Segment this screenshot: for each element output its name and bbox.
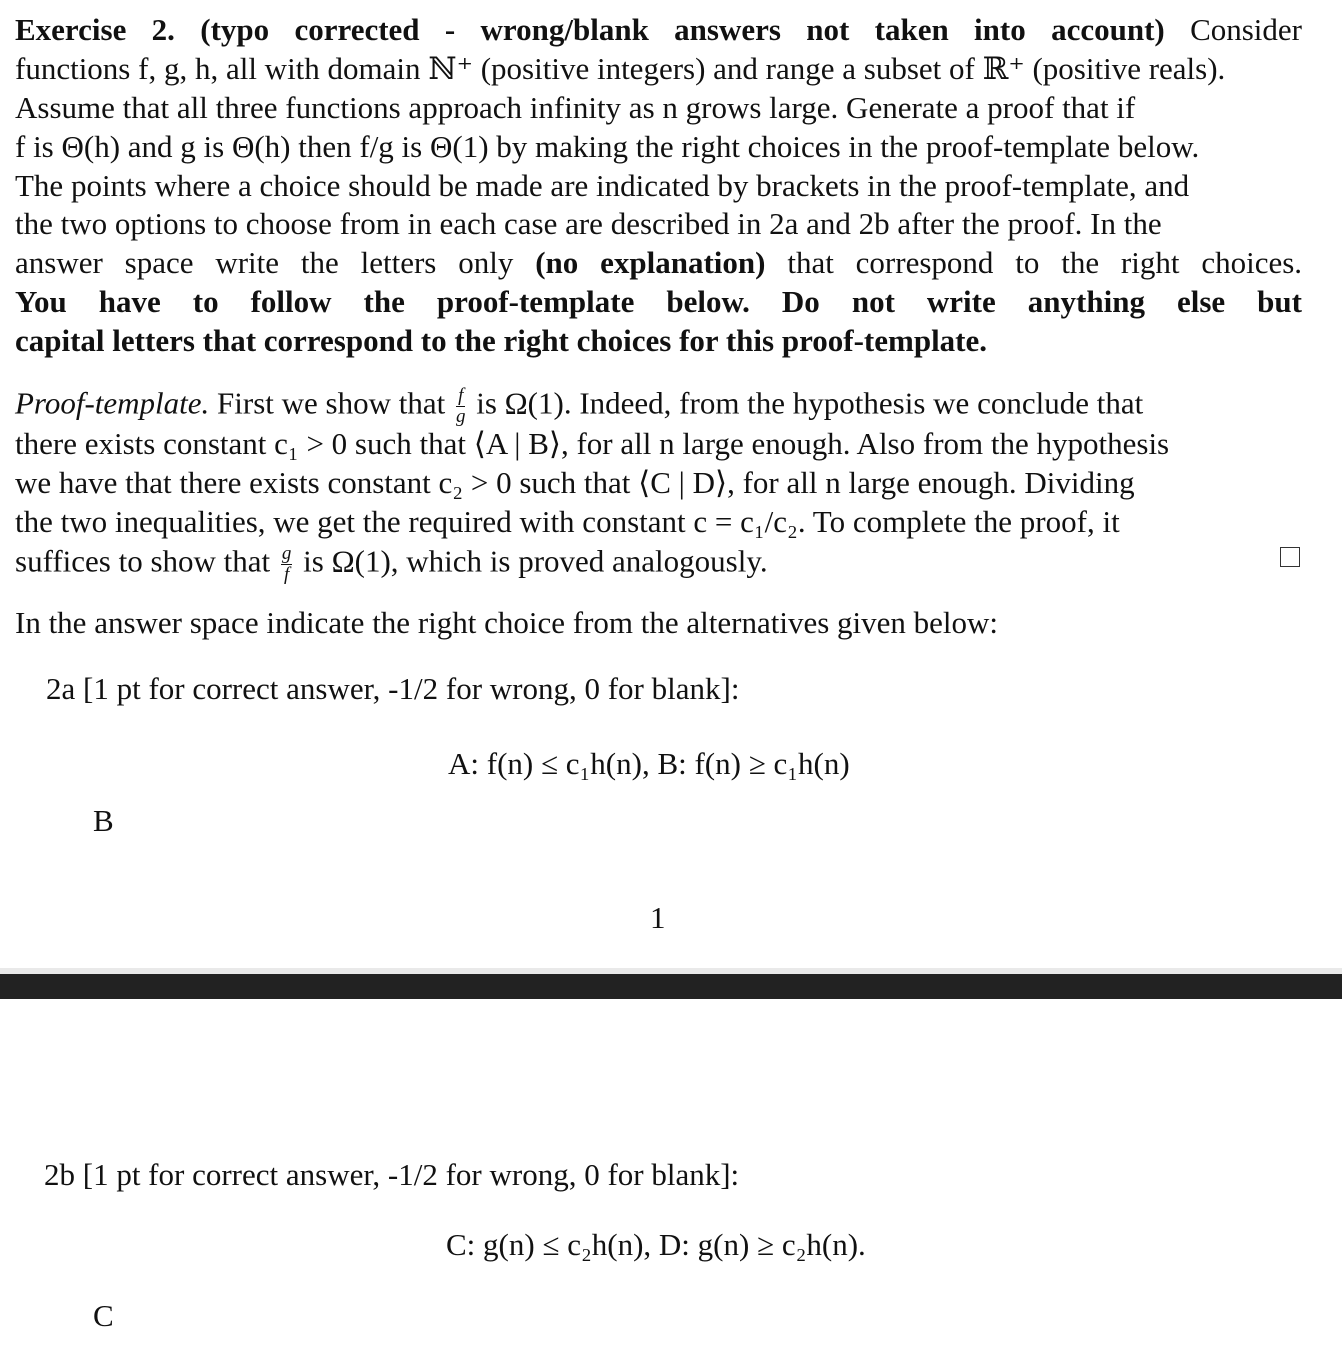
part-2b-answer[interactable]: C [93, 1298, 114, 1333]
exercise-line-4: f is Θ(h) and g is Θ(h) then f/g is Θ(1) by making the right choices in the proof-template below. [15, 129, 1200, 164]
exercise-line-3: Assume that all three functions approach infinity as n grows large. Generate a proof that if [15, 90, 1136, 125]
exercise-line-7 [15, 247, 1302, 278]
exercise-line-2: functions f, g, h, all with domain ℕ⁺ (positive integers) and range a subset of ℝ⁺ (positive reals). [15, 51, 1226, 86]
proof-line-2: there exists constant c₁ > 0 such that ⟨A | B⟩, for all n large enough. Also from the hypothesis [15, 426, 1170, 461]
proof-line-3: we have that there exists constant c₂ > 0 such that ⟨C | D⟩, for all n large enough. Dividing [15, 465, 1135, 500]
fraction-f-over-g: $\frac{f}{g}$ [455, 385, 466, 427]
page-number: 1 [650, 900, 666, 935]
line7-post: that correspond to the right choices. [787, 245, 1303, 280]
proof-line1-a: First we show that [217, 385, 446, 421]
proof-line1-b: is Ω(1). Indeed, from the hypothesis we conclude that [476, 385, 1144, 421]
proof-line5-a: suffices to show that [15, 543, 271, 579]
page-break-divider [0, 974, 1342, 999]
part-2a-answer[interactable]: B [93, 803, 114, 838]
qed-box-icon [1280, 547, 1300, 567]
fraction-g-over-f: $\frac{g}{f}$ [281, 543, 292, 585]
part-2a-heading: 2a [1 pt for correct answer, -1/2 for wrong, 0 for blank]: [46, 671, 740, 706]
exercise-line-9: capital letters that correspond to the right choices for this proof-template. [15, 323, 988, 358]
exercise-line-1 [15, 14, 1302, 45]
exercise-line-8: You have to follow the proof-template below. Do not write anything else but [15, 284, 1302, 319]
exercise-intro-start: Consider [1190, 12, 1302, 47]
line7-bold: (no explanation) [535, 245, 766, 280]
part-2b-heading: 2b [1 pt for correct answer, -1/2 for wrong, 0 for blank]: [44, 1157, 740, 1192]
proof-label: Proof-template. [15, 385, 210, 421]
line7-pre: answer space write the letters only [15, 245, 514, 280]
proof-line-4: the two inequalities, we get the required with constant c = c₁/c₂. To complete the proof, it [15, 504, 1120, 539]
part-2a-options: A: f(n) ≤ c₁h(n), B: f(n) ≥ c₁h(n) [448, 746, 850, 781]
part-2b-options: C: g(n) ≤ c₂h(n), D: g(n) ≥ c₂h(n). [446, 1227, 866, 1262]
proof-line-5 [15, 544, 1255, 585]
instruction-text: In the answer space indicate the right choice from the alternatives given below: [15, 605, 999, 640]
exercise-title: Exercise 2. (typo corrected - wrong/blank answers not taken into account) [15, 12, 1165, 47]
proof-line5-b: is Ω(1), which is proved analogously. [303, 543, 768, 579]
exercise-line-6: the two options to choose from in each case are described in 2a and 2b after the proof. In the [15, 206, 1162, 241]
proof-line-1 [15, 386, 1302, 427]
exercise-line-5: The points where a choice should be made are indicated by brackets in the proof-template, and [15, 168, 1190, 203]
